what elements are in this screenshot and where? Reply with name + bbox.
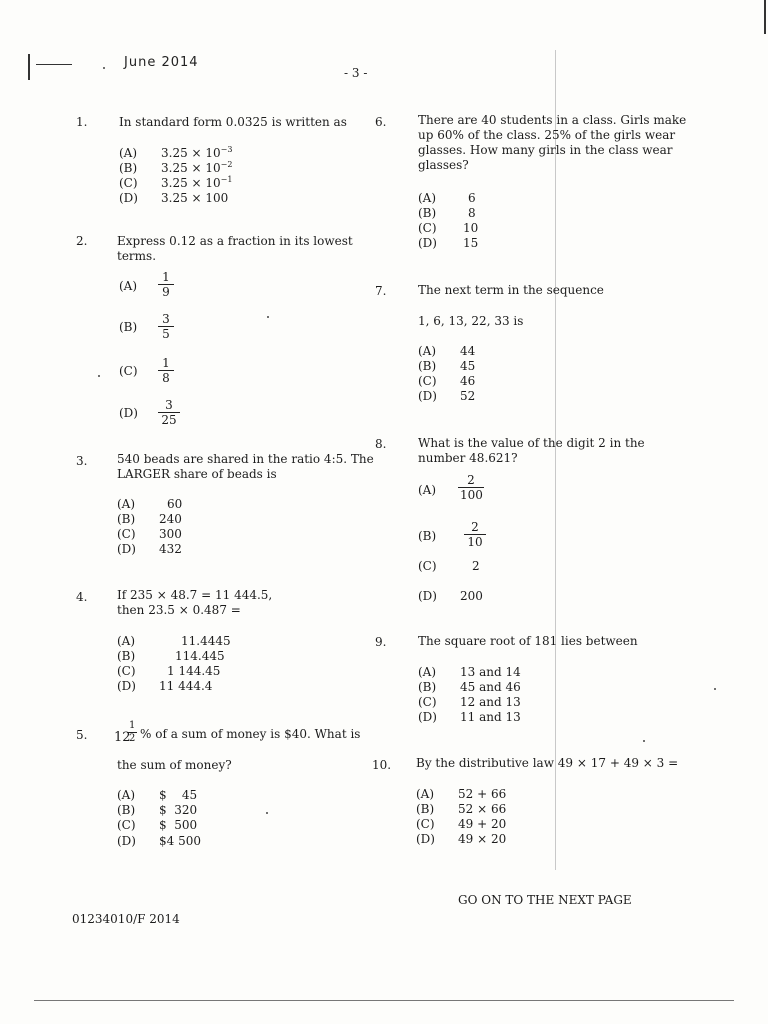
fraction-b [158, 312, 174, 341]
option-value: 240 [159, 512, 182, 526]
question-text-line: If 235 × 48.7 = 11 444.5, [117, 588, 273, 602]
question-number: 4. [76, 590, 88, 604]
option-value: $ 320 [159, 803, 198, 817]
bottom-scan-line [34, 1000, 734, 1001]
option-c [418, 559, 480, 574]
option-value: 12 and 13 [460, 695, 521, 709]
denominator: 8 [158, 370, 174, 385]
question-text: In standard form 0.0325 is written as [119, 115, 347, 129]
numerator: 1 [162, 270, 170, 284]
option-value: 1 144.45 [167, 664, 221, 678]
question-text [117, 588, 272, 618]
question-text-line: glasses. How many girls in the class wear [418, 143, 673, 157]
option-c [117, 527, 182, 542]
option-a [418, 344, 475, 359]
paper-code: 01234010/F 2014 [72, 912, 180, 926]
option-value: 6 [468, 191, 476, 205]
option-b [416, 802, 506, 817]
option-b [117, 512, 182, 527]
option-value: 3.25 × 10 [161, 146, 221, 160]
option-label-b: (B) [418, 529, 437, 543]
option-label: (C) [416, 817, 435, 831]
page-number: - 3 - [344, 66, 368, 80]
mixed-number-whole: 12 [114, 730, 131, 745]
option-d [117, 542, 182, 557]
exponent: −2 [220, 160, 233, 169]
option-label: (A) [418, 344, 437, 358]
question-text [418, 113, 686, 173]
question-number: 1. [76, 115, 88, 129]
option-d [117, 834, 201, 849]
option-label: (C) [117, 818, 136, 832]
option-c [416, 817, 506, 832]
option-c [418, 221, 478, 236]
option-label-c: (C) [119, 364, 138, 378]
scan-speck [714, 688, 716, 690]
scan-speck [643, 740, 645, 742]
option-value: 11 and 13 [460, 710, 521, 724]
question-text-line: What is the value of the digit 2 in the [418, 436, 645, 450]
option-a [117, 634, 231, 649]
option-label: (A) [117, 634, 136, 648]
option-label-a: (A) [119, 279, 138, 293]
option-c [418, 695, 521, 710]
option-b [117, 803, 197, 818]
option-value: 60 [167, 497, 183, 511]
denominator: 2 [129, 733, 136, 744]
option-label: (A) [418, 191, 437, 205]
question-number: 3. [76, 454, 88, 468]
option-c [418, 374, 475, 389]
option-label: (A) [119, 146, 138, 160]
option-value: 2 [472, 559, 480, 573]
option-label: (D) [418, 710, 437, 724]
scan-mark-top-left [28, 54, 30, 80]
option-label: (B) [117, 512, 136, 526]
exponent: −1 [220, 175, 233, 184]
question-number: 6. [375, 115, 387, 129]
option-value: 432 [159, 542, 182, 556]
option-value: 11 444.4 [159, 679, 213, 693]
option-value: 15 [463, 236, 479, 250]
option-label: (B) [117, 649, 136, 663]
option-b [418, 680, 521, 695]
option-label: (D) [418, 589, 437, 603]
option-value: $4 500 [159, 834, 201, 848]
question-text-line: Express 0.12 as a fraction in its lowest [117, 234, 353, 248]
option-value: 52 [460, 389, 476, 403]
question-text [117, 452, 374, 482]
scan-speck [98, 375, 100, 377]
option-value: 49 × 20 [458, 832, 507, 846]
question-number: 10. [372, 758, 392, 772]
option-label: (C) [117, 527, 136, 541]
option-label: (D) [117, 679, 136, 693]
option-value: 52 + 66 [458, 787, 507, 801]
option-label: (B) [418, 206, 437, 220]
option-d [418, 710, 521, 725]
numerator: 1 [162, 356, 170, 370]
option-d [416, 832, 506, 847]
numerator: 3 [165, 398, 173, 412]
option-c [117, 664, 220, 679]
option-value: 200 [460, 589, 483, 603]
question-number: 2. [76, 234, 88, 248]
option-label: (D) [418, 236, 437, 250]
numerator: 1 [129, 720, 136, 731]
numerator: 3 [162, 312, 170, 326]
scan-speck [267, 316, 269, 318]
handwritten-date: June 2014 [124, 55, 199, 70]
option-value: 8 [468, 206, 476, 220]
option-d [418, 236, 478, 251]
option-label: (B) [418, 680, 437, 694]
option-b [117, 649, 225, 664]
denominator: 100 [460, 488, 483, 502]
go-on-to-next-page: GO ON TO THE NEXT PAGE [458, 893, 632, 907]
option-label: (B) [418, 359, 437, 373]
denominator: 9 [158, 284, 174, 299]
option-value: 114.445 [175, 649, 225, 663]
option-d [418, 389, 475, 404]
option-label: (B) [119, 161, 138, 175]
option-label: (C) [418, 374, 437, 388]
fraction-c [158, 356, 174, 385]
option-b [418, 206, 476, 221]
option-a [416, 787, 506, 802]
question-text-line: terms. [117, 249, 157, 263]
numerator: 2 [467, 473, 475, 487]
option-value: 3.25 × 10 [161, 161, 221, 175]
question-text-line: There are 40 students in a class. Girls make [418, 113, 687, 127]
question-text-line: glasses? [418, 158, 469, 172]
option-value: 3.25 × 100 [161, 191, 229, 205]
scan-mark-top-left-dash [36, 64, 72, 65]
option-d [418, 589, 483, 604]
option-label: (D) [119, 191, 138, 205]
option-value: 49 + 20 [458, 817, 507, 831]
option-label: (A) [416, 787, 435, 801]
question-number: 5. [76, 728, 88, 742]
option-label: (C) [418, 559, 437, 573]
option-label: (D) [416, 832, 435, 846]
option-value: $ 45 [159, 788, 198, 802]
question-text-line: The next term in the sequence [418, 283, 604, 297]
option-value: 300 [159, 527, 182, 541]
option-label: (C) [117, 664, 136, 678]
option-b [119, 161, 232, 176]
option-value: 11.4445 [181, 634, 231, 648]
denominator: 25 [158, 412, 180, 427]
question-text-line: then 23.5 × 0.487 = [117, 603, 241, 617]
option-a [117, 497, 182, 512]
option-label: (C) [119, 176, 138, 190]
question-text: The square root of 181 lies between [418, 634, 638, 648]
question-text-line: % of a sum of money is $40. What is [140, 727, 361, 741]
option-label: (D) [117, 542, 136, 556]
option-value: 52 × 66 [458, 802, 507, 816]
scan-speck [103, 67, 105, 69]
question-number: 9. [375, 635, 387, 649]
option-label: (A) [117, 788, 136, 802]
scan-speck [266, 812, 268, 814]
question-number: 8. [375, 437, 387, 451]
numerator: 2 [471, 520, 479, 534]
option-label-a: (A) [418, 483, 437, 497]
option-value: 44 [460, 344, 476, 358]
option-c [119, 176, 232, 191]
mixed-number-fraction [127, 720, 137, 745]
option-value: $ 500 [159, 818, 198, 832]
option-label-b: (B) [119, 320, 138, 334]
option-a [418, 665, 521, 680]
question-number: 7. [375, 284, 387, 298]
question-text-line: the sum of money? [117, 758, 232, 772]
exponent: −3 [220, 145, 233, 154]
option-a [119, 146, 232, 161]
scan-mark-top-right [764, 0, 766, 34]
option-value: 46 [460, 374, 476, 388]
option-label: (B) [416, 802, 435, 816]
question-text-line: number 48.621? [418, 451, 518, 465]
question-text-line: 540 beads are shared in the ratio 4:5. The [117, 452, 374, 466]
option-label: (C) [418, 695, 437, 709]
question-text-line: 1, 6, 13, 22, 33 is [418, 314, 524, 328]
fraction-a [458, 473, 484, 502]
denominator: 10 [464, 534, 486, 549]
fraction-d [158, 398, 180, 427]
question-text [418, 436, 645, 466]
option-b [418, 359, 475, 374]
fraction-b [464, 520, 486, 549]
option-value: 45 and 46 [460, 680, 521, 694]
option-value: 3.25 × 10 [161, 176, 221, 190]
fraction-a [158, 270, 174, 299]
option-c [117, 818, 197, 833]
option-a [117, 788, 197, 803]
option-d [117, 679, 212, 694]
option-a [418, 191, 476, 206]
option-label: (D) [117, 834, 136, 848]
option-label: (A) [117, 497, 136, 511]
option-label: (B) [117, 803, 136, 817]
option-value: 45 [460, 359, 476, 373]
option-value: 10 [463, 221, 479, 235]
option-d [119, 191, 228, 206]
question-text: By the distributive law 49 × 17 + 49 × 3 = [416, 756, 679, 770]
option-value: 13 and 14 [460, 665, 521, 679]
option-label: (A) [418, 665, 437, 679]
option-label-d: (D) [119, 406, 138, 420]
denominator: 5 [158, 326, 174, 341]
option-label: (C) [418, 221, 437, 235]
question-text-line: up 60% of the class. 25% of the girls wear [418, 128, 676, 142]
question-text-line: LARGER share of beads is [117, 467, 277, 481]
option-label: (D) [418, 389, 437, 403]
question-text [117, 234, 353, 264]
